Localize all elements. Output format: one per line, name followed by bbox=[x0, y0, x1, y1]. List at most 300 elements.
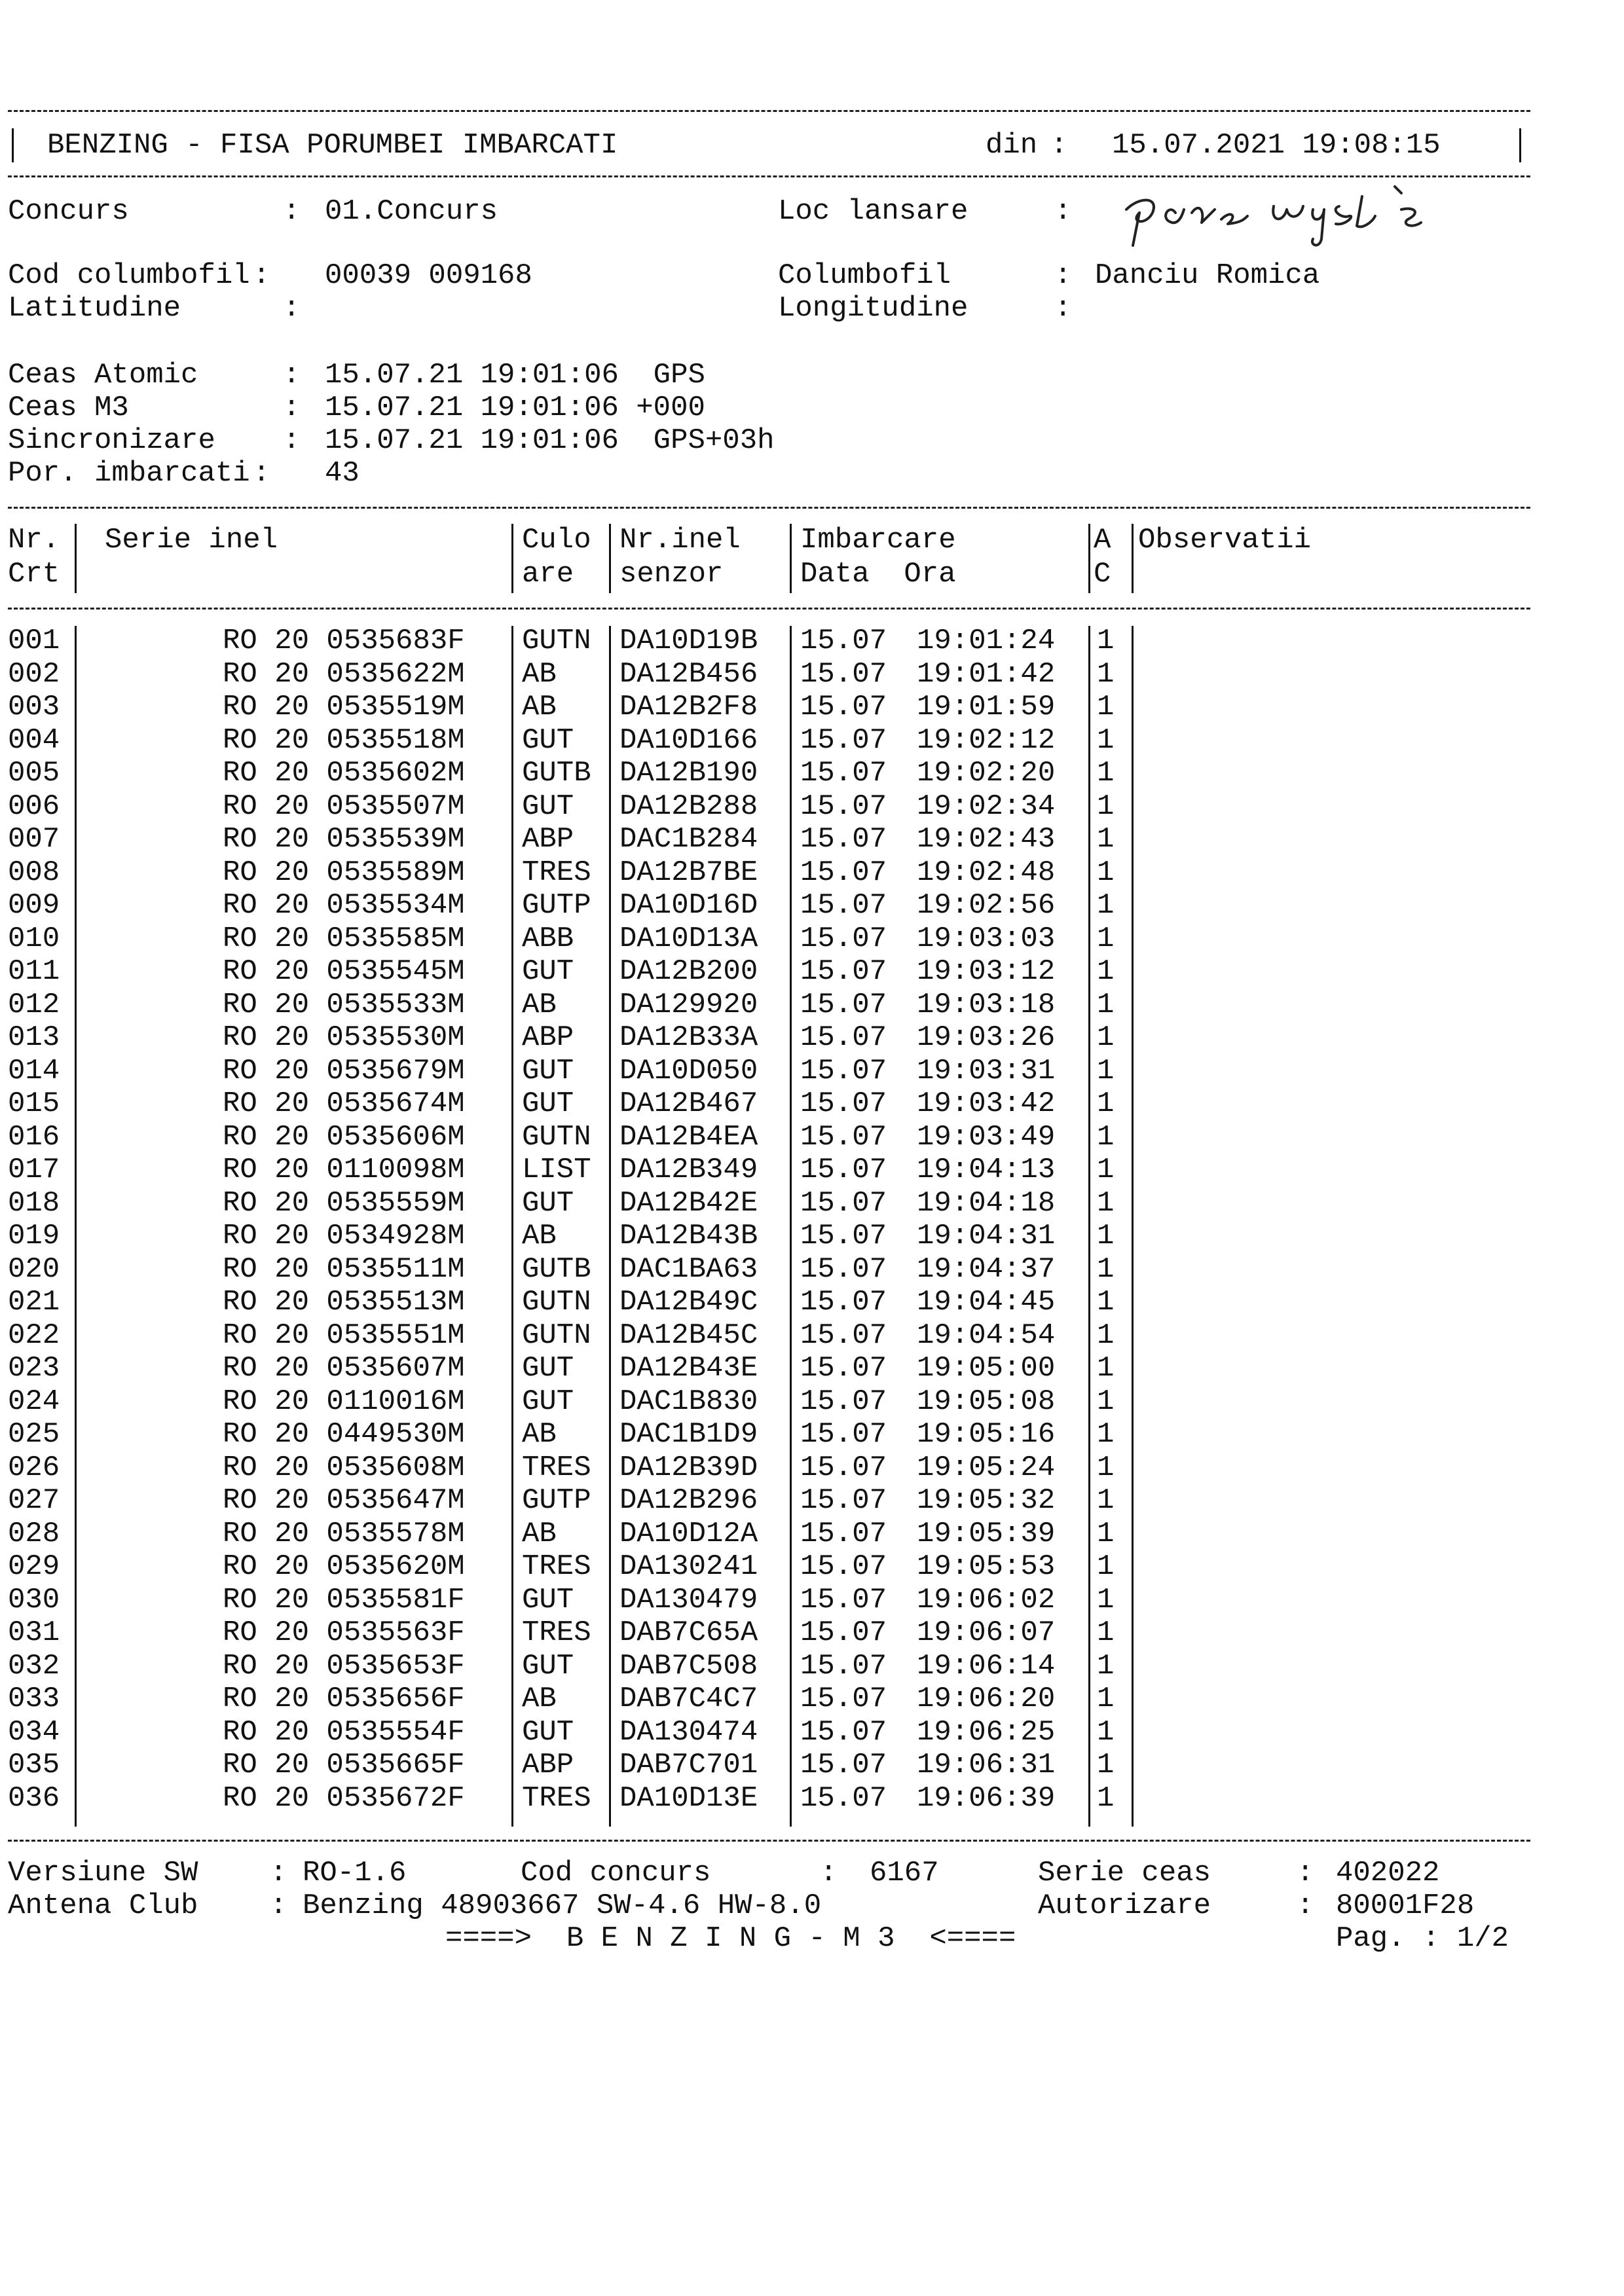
cell-data: 15.07 bbox=[800, 1649, 887, 1683]
cell-senzor: DA12B288 bbox=[619, 790, 758, 823]
cell-culoare: AB bbox=[522, 691, 557, 723]
cell-serie-inel: RO 20 0110016M bbox=[223, 1385, 465, 1418]
col-header-imbarcare-1: Imbarcare bbox=[800, 524, 956, 556]
cod-concurs-value: 6167 bbox=[870, 1857, 939, 1889]
cell-serie-inel: RO 20 0535672F bbox=[223, 1781, 465, 1815]
cell-nr: 002 bbox=[8, 657, 60, 691]
cell-culoare: AB bbox=[522, 657, 557, 691]
table-row bbox=[0, 955, 1624, 989]
cell-serie-inel: RO 20 0535620M bbox=[223, 1550, 465, 1583]
cell-culoare: TRES bbox=[522, 1616, 591, 1649]
cell-culoare: TRES bbox=[522, 1451, 591, 1484]
cell-serie-inel: RO 20 0535519M bbox=[223, 691, 465, 723]
cell-senzor: DA10D19B bbox=[619, 625, 758, 657]
cell-culoare: GUT bbox=[522, 790, 574, 823]
cell-ora: 19:03:42 bbox=[917, 1087, 1056, 1120]
cell-serie-inel: RO 20 0535511M bbox=[223, 1252, 465, 1286]
table-row bbox=[0, 1319, 1624, 1353]
cell-culoare: GUT bbox=[522, 1715, 574, 1749]
cod-columbofil-value: 00039 009168 bbox=[325, 259, 532, 292]
cell-data: 15.07 bbox=[800, 1054, 887, 1087]
cell-senzor: DA12B43B bbox=[619, 1220, 758, 1252]
cell-culoare: GUTP bbox=[522, 889, 591, 922]
cell-nr: 007 bbox=[8, 823, 60, 856]
cell-culoare: TRES bbox=[522, 1781, 591, 1815]
autorizare-label: Autorizare bbox=[1038, 1889, 1211, 1922]
cell-culoare: TRES bbox=[522, 856, 591, 889]
cell-serie-inel: RO 20 0535653F bbox=[223, 1649, 465, 1683]
table-row bbox=[0, 1584, 1624, 1617]
cell-senzor: DA130479 bbox=[619, 1583, 758, 1616]
header-right-bar bbox=[1519, 128, 1521, 162]
cell-serie-inel: RO 20 0535507M bbox=[223, 790, 465, 823]
cell-ora: 19:05:16 bbox=[917, 1418, 1056, 1451]
cell-data: 15.07 bbox=[800, 1418, 887, 1451]
cell-culoare: GUTN bbox=[522, 1286, 591, 1319]
cell-senzor: DA130241 bbox=[619, 1550, 758, 1583]
ceas-atomic-label: Ceas Atomic bbox=[8, 359, 198, 392]
cell-ac: 1 bbox=[1097, 1220, 1115, 1252]
cell-ac: 1 bbox=[1097, 823, 1115, 856]
cell-data: 15.07 bbox=[800, 723, 887, 757]
cell-data: 15.07 bbox=[800, 1319, 887, 1352]
cell-nr: 033 bbox=[8, 1683, 60, 1715]
cell-nr: 035 bbox=[8, 1749, 60, 1781]
cell-data: 15.07 bbox=[800, 1550, 887, 1583]
cod-columbofil-label: Cod columbofil bbox=[8, 259, 250, 292]
table-row bbox=[0, 1550, 1624, 1584]
table-row bbox=[0, 1220, 1624, 1253]
cell-culoare: GUT bbox=[522, 1385, 574, 1418]
cell-ora: 19:06:02 bbox=[917, 1583, 1056, 1616]
cell-senzor: DA129920 bbox=[619, 988, 758, 1021]
cell-culoare: GUT bbox=[522, 1352, 574, 1385]
cell-nr: 032 bbox=[8, 1649, 60, 1683]
cell-ac: 1 bbox=[1097, 723, 1115, 757]
longitudine-label: Longitudine bbox=[778, 292, 969, 325]
table-row bbox=[0, 1187, 1624, 1220]
cell-ac: 1 bbox=[1097, 1517, 1115, 1550]
table-row bbox=[0, 1352, 1624, 1385]
columbofil-value: Danciu Romica bbox=[1095, 259, 1320, 292]
cell-culoare: AB bbox=[522, 1517, 557, 1550]
cell-ac: 1 bbox=[1097, 1120, 1115, 1154]
cell-data: 15.07 bbox=[800, 856, 887, 889]
cell-serie-inel: RO 20 0535585M bbox=[223, 922, 465, 955]
cell-culoare: GUTN bbox=[522, 1319, 591, 1352]
cell-ac: 1 bbox=[1097, 1550, 1115, 1583]
cell-nr: 036 bbox=[8, 1781, 60, 1815]
cell-ora: 19:05:08 bbox=[917, 1385, 1056, 1418]
versiune-sw-value: RO-1.6 bbox=[303, 1857, 407, 1889]
cell-ora: 19:04:45 bbox=[917, 1286, 1056, 1319]
table-row bbox=[0, 1154, 1624, 1187]
cell-ora: 19:02:56 bbox=[917, 889, 1056, 922]
table-row bbox=[0, 823, 1624, 856]
cell-data: 15.07 bbox=[800, 757, 887, 790]
col-header-nr-2: Crt bbox=[8, 558, 60, 591]
serie-ceas-label: Serie ceas bbox=[1038, 1857, 1211, 1889]
cell-serie-inel: RO 20 0535622M bbox=[223, 657, 465, 691]
cell-nr: 014 bbox=[8, 1054, 60, 1087]
cell-data: 15.07 bbox=[800, 657, 887, 691]
footer-dashed-rule bbox=[8, 1840, 1530, 1842]
cell-ac: 1 bbox=[1097, 1154, 1115, 1186]
top-dashed-rule bbox=[8, 110, 1530, 112]
table-row bbox=[0, 1055, 1624, 1088]
cell-nr: 016 bbox=[8, 1120, 60, 1154]
versiune-sw-label: Versiune SW bbox=[8, 1857, 198, 1889]
cell-data: 15.07 bbox=[800, 1186, 887, 1220]
col-header-serie: Serie inel bbox=[105, 524, 278, 556]
cell-serie-inel: RO 20 0535518M bbox=[223, 723, 465, 757]
cell-ora: 19:05:24 bbox=[917, 1451, 1056, 1484]
cell-ac: 1 bbox=[1097, 1186, 1115, 1220]
cell-data: 15.07 bbox=[800, 1616, 887, 1649]
cell-nr: 027 bbox=[8, 1484, 60, 1517]
col-header-ac-2: C bbox=[1094, 558, 1111, 591]
cell-serie-inel: RO 20 0534928M bbox=[223, 1220, 465, 1252]
table-row bbox=[0, 1518, 1624, 1551]
cell-serie-inel: RO 20 0535554F bbox=[223, 1715, 465, 1749]
por-imbarcati-value: 43 bbox=[325, 457, 360, 490]
cell-data: 15.07 bbox=[800, 1286, 887, 1319]
cell-nr: 030 bbox=[8, 1583, 60, 1616]
cell-nr: 011 bbox=[8, 955, 60, 988]
table-row bbox=[0, 1253, 1624, 1286]
cell-ac: 1 bbox=[1097, 1087, 1115, 1120]
table-row bbox=[0, 658, 1624, 691]
report-date-label: din bbox=[986, 129, 1038, 162]
cell-data: 15.07 bbox=[800, 1087, 887, 1120]
cell-data: 15.07 bbox=[800, 1220, 887, 1252]
col-header-senzor-2: senzor bbox=[619, 558, 724, 591]
cell-senzor: DAC1BA63 bbox=[619, 1252, 758, 1286]
cell-ac: 1 bbox=[1097, 657, 1115, 691]
header-left-bar bbox=[12, 128, 14, 162]
cell-ac: 1 bbox=[1097, 790, 1115, 823]
cell-ac: 1 bbox=[1097, 625, 1115, 657]
cell-nr: 023 bbox=[8, 1352, 60, 1385]
cell-culoare: AB bbox=[522, 1220, 557, 1252]
cell-senzor: DA10D12A bbox=[619, 1517, 758, 1550]
table-row bbox=[0, 1286, 1624, 1319]
cell-ora: 19:03:26 bbox=[917, 1021, 1056, 1054]
cell-ac: 1 bbox=[1097, 1683, 1115, 1715]
cell-culoare: ABP bbox=[522, 1021, 574, 1054]
cell-senzor: DAB7C701 bbox=[619, 1749, 758, 1781]
cell-ora: 19:04:13 bbox=[917, 1154, 1056, 1186]
cell-senzor: DA12B296 bbox=[619, 1484, 758, 1517]
cell-ac: 1 bbox=[1097, 856, 1115, 889]
cell-nr: 018 bbox=[8, 1186, 60, 1220]
cell-senzor: DAC1B830 bbox=[619, 1385, 758, 1418]
cell-nr: 024 bbox=[8, 1385, 60, 1418]
cell-culoare: ABP bbox=[522, 823, 574, 856]
cell-ac: 1 bbox=[1097, 1583, 1115, 1616]
cell-senzor: DA12B190 bbox=[619, 757, 758, 790]
cell-culoare: AB bbox=[522, 1418, 557, 1451]
table-row bbox=[0, 1782, 1624, 1815]
table-row bbox=[0, 1451, 1624, 1485]
cell-senzor: DA10D050 bbox=[619, 1054, 758, 1087]
cell-culoare: GUT bbox=[522, 1054, 574, 1087]
cell-data: 15.07 bbox=[800, 1120, 887, 1154]
cell-senzor: DAB7C65A bbox=[619, 1616, 758, 1649]
cell-senzor: DA10D16D bbox=[619, 889, 758, 922]
table-row bbox=[0, 790, 1624, 824]
cell-culoare: TRES bbox=[522, 1550, 591, 1583]
latitudine-label: Latitudine bbox=[8, 292, 181, 325]
cell-nr: 009 bbox=[8, 889, 60, 922]
cell-ac: 1 bbox=[1097, 1054, 1115, 1087]
cell-culoare: AB bbox=[522, 988, 557, 1021]
cell-senzor: DA12B49C bbox=[619, 1286, 758, 1319]
cell-ora: 19:06:39 bbox=[917, 1781, 1056, 1815]
cell-ora: 19:05:00 bbox=[917, 1352, 1056, 1385]
cell-data: 15.07 bbox=[800, 790, 887, 823]
cell-nr: 008 bbox=[8, 856, 60, 889]
cell-ora: 19:05:53 bbox=[917, 1550, 1056, 1583]
autorizare-value: 80001F28 bbox=[1336, 1889, 1475, 1922]
cell-ora: 19:04:54 bbox=[917, 1319, 1056, 1352]
col-header-imbarcare-2: Data Ora bbox=[800, 558, 956, 591]
cell-culoare: GUT bbox=[522, 1649, 574, 1683]
cell-culoare: GUT bbox=[522, 1186, 574, 1220]
table-row bbox=[0, 1716, 1624, 1749]
cell-nr: 029 bbox=[8, 1550, 60, 1583]
cell-culoare: GUTN bbox=[522, 625, 591, 657]
cell-ora: 19:04:18 bbox=[917, 1186, 1056, 1220]
table-row bbox=[0, 856, 1624, 890]
columbofil-label: Columbofil bbox=[778, 259, 951, 292]
cell-senzor: DAB7C508 bbox=[619, 1649, 758, 1683]
cell-nr: 031 bbox=[8, 1616, 60, 1649]
cell-ac: 1 bbox=[1097, 1649, 1115, 1683]
cell-senzor: DA12B456 bbox=[619, 657, 758, 691]
cell-senzor: DA12B4EA bbox=[619, 1120, 758, 1154]
page-number: Pag. : 1/2 bbox=[1336, 1922, 1509, 1955]
cell-ac: 1 bbox=[1097, 757, 1115, 790]
table-row bbox=[0, 1418, 1624, 1451]
cell-senzor: DA12B33A bbox=[619, 1021, 758, 1054]
cell-nr: 026 bbox=[8, 1451, 60, 1484]
cell-serie-inel: RO 20 0535578M bbox=[223, 1517, 465, 1550]
cell-ac: 1 bbox=[1097, 922, 1115, 955]
col-header-culoare-1: Culo bbox=[522, 524, 591, 556]
cell-serie-inel: RO 20 0110098M bbox=[223, 1154, 465, 1186]
cell-ora: 19:06:20 bbox=[917, 1683, 1056, 1715]
cell-serie-inel: RO 20 0535530M bbox=[223, 1021, 465, 1054]
cell-culoare: GUTN bbox=[522, 1120, 591, 1154]
cell-ac: 1 bbox=[1097, 1749, 1115, 1781]
cell-data: 15.07 bbox=[800, 1484, 887, 1517]
cell-serie-inel: RO 20 0535534M bbox=[223, 889, 465, 922]
ceas-m3-label: Ceas M3 bbox=[8, 392, 129, 424]
cell-ora: 19:06:14 bbox=[917, 1649, 1056, 1683]
cell-senzor: DA12B2F8 bbox=[619, 691, 758, 723]
cell-data: 15.07 bbox=[800, 1451, 887, 1484]
header-dashed-rule bbox=[8, 175, 1530, 177]
cell-senzor: DAC1B1D9 bbox=[619, 1418, 758, 1451]
report-page: BENZING - FISA PORUMBEI IMBARCATI din : 15.07.2021 19:08:15 Concurs : 01.Concurs Loc lansare : Cod columbofil : 00039 009168 Columbofil : Danciu Romica Latitudine : Longitudine : Ceas Atomic : 15.07.21 19:01:06 GPS Ceas M3 : 15.07.21 19:01:06 +000 Sincronizare : 15.07.21 19:01:06 GPS+03h Por. imbarcati : 43 Nr. Crt Serie inel Culo are Nr.inel senzor Imbarcare Data Ora A C Observatii 001 RO 20 0535683F GUTN DA10D19B 15.07 19:01:24 1 002 RO 20 0535622M AB DA12B456 15.07 19:01:42 1 003 RO 20 0535519M AB DA12B2F8 15.07 19:01:59 1 004 RO 20 0535518M GUT DA10D166 15.07 19:02:12 1 005 RO 20 0535602M GUTB DA12B190 15.07 19:02:20 1 006 RO 20 0535507M GUT DA12B288 15.07 19:02:34 1 007 RO 20 0535539M ABP DAC1B284 15.07 19:02:43 1 008 RO 20 0535589M TRES DA12B7BE 15.07 19:02:48 1 009 RO 20 0535534M GUTP DA10D16D 15.07 19:02:56 1 010 RO 20 0535585M ABB DA10D13A 15.07 19:03:03 1 011 RO 20 0535545M GUT DA12B200 15.07 19:03:12 1 012 RO 20 0535533M AB DA129920 15.07 19:03:18 1 013 RO 20 0535530M ABP DA12B33A 15.07 19:03:26 1 014 RO 20 0535679M GUT DA10D050 15.07 19:03:31 1 015 RO 20 0535674M GUT DA12B467 15.07 19:03:42 1 016 RO 20 0535606M GUTN DA12B4EA 15.07 19:03:49 1 017 RO 20 0110098M LIST DA12B349 15.07 19:04:13 1 018 RO 20 0535559M GUT DA12B42E 15.07 19:04:18 1 019 RO 20 0534928M AB DA12B43B 15.07 19:04:31 1 020 RO 20 0535511M GUTB DAC1BA63 15.07 19:04:37 1 021 RO 20 0535513M GUTN DA12B49C 15.07 19:04:45 1 022 RO 20 0535551M GUTN DA12B45C 15.07 19:04:54 1 023 RO 20 0535607M GUT DA12B43E 15.07 19:05:00 1 024 RO 20 0110016M GUT DAC1B830 15.07 19:05:08 1 025 RO 20 0449530M AB DAC1B1D9 15.07 19:05:16 1 026 RO 20 0535608M TRES DA12B39D 15.07 19:05:24 1 027 RO 20 0535647M GUTP DA12B296 15.07 19:05:32 1 028 RO 20 0535578M AB DA10D12A 15.07 19:05:39 1 029 RO 20 0535620M TRES DA130241 15.07 19:05:53 1 030 RO 20 0535581F GUT DA130479 15.07 19:06:02 1 031 RO 20 0535563F TRES DAB7C65A 15.07 19:06:07 1 032 RO 20 0535653F GUT DAB7C508 15.07 19:06:14 1 033 RO 20 0535656F AB DAB7C4C7 15.07 19:06:20 1 034 RO 20 0535554F GUT DA130474 15.07 19:06:25 1 035 RO 20 0535665F ABP DAB7C701 15.07 19:06:31 1 036 RO 20 0535672F TRES DA10D13E 15.07 19:06:39 1 Versiune SW : RO-1.6 Cod concurs : 6167 Serie ceas : 402022 Antena Club : Benzing 48903667 SW-4.6 HW-8.0 Autorizare : 80001F28 ====> B E N Z I N G - M 3 <==== Pag. : 1/2 bbox=[0, 0, 1624, 2296]
table-row bbox=[0, 889, 1624, 922]
cell-serie-inel: RO 20 0535513M bbox=[223, 1286, 465, 1319]
cell-ora: 19:01:59 bbox=[917, 691, 1056, 723]
cell-serie-inel: RO 20 0535545M bbox=[223, 955, 465, 988]
cell-serie-inel: RO 20 0535665F bbox=[223, 1749, 465, 1781]
cell-ac: 1 bbox=[1097, 889, 1115, 922]
cell-culoare: GUT bbox=[522, 1583, 574, 1616]
table-row bbox=[0, 1683, 1624, 1716]
cell-nr: 034 bbox=[8, 1715, 60, 1749]
cell-serie-inel: RO 20 0535602M bbox=[223, 757, 465, 790]
cell-culoare: GUTB bbox=[522, 1252, 591, 1286]
table-row bbox=[0, 1385, 1624, 1419]
cell-ac: 1 bbox=[1097, 691, 1115, 723]
cell-data: 15.07 bbox=[800, 1683, 887, 1715]
cell-culoare: GUTB bbox=[522, 757, 591, 790]
cell-senzor: DA10D166 bbox=[619, 723, 758, 757]
cell-nr: 010 bbox=[8, 922, 60, 955]
ceas-m3-value: 15.07.21 19:01:06 +000 bbox=[325, 392, 705, 424]
table-row bbox=[0, 1650, 1624, 1683]
table-row bbox=[0, 1021, 1624, 1055]
cell-data: 15.07 bbox=[800, 1517, 887, 1550]
concurs-value: 01.Concurs bbox=[325, 195, 498, 228]
cell-nr: 022 bbox=[8, 1319, 60, 1352]
cell-serie-inel: RO 20 0535559M bbox=[223, 1186, 465, 1220]
cell-ora: 19:03:03 bbox=[917, 922, 1056, 955]
cell-ac: 1 bbox=[1097, 1418, 1115, 1451]
cell-serie-inel: RO 20 0535683F bbox=[223, 625, 465, 657]
cell-nr: 013 bbox=[8, 1021, 60, 1054]
cell-culoare: ABB bbox=[522, 922, 574, 955]
cell-ac: 1 bbox=[1097, 1616, 1115, 1649]
cell-culoare: ABP bbox=[522, 1749, 574, 1781]
table-row bbox=[0, 1616, 1624, 1650]
cell-nr: 012 bbox=[8, 988, 60, 1021]
cell-nr: 020 bbox=[8, 1252, 60, 1286]
table-row bbox=[0, 757, 1624, 790]
cell-ora: 19:03:31 bbox=[917, 1054, 1056, 1087]
cell-ora: 19:03:18 bbox=[917, 988, 1056, 1021]
cell-senzor: DA12B45C bbox=[619, 1319, 758, 1352]
cell-serie-inel: RO 20 0535674M bbox=[223, 1087, 465, 1120]
sincronizare-label: Sincronizare bbox=[8, 424, 215, 457]
report-date-value: 15.07.2021 19:08:15 bbox=[1112, 129, 1441, 162]
cell-nr: 001 bbox=[8, 625, 60, 657]
cell-senzor: DA12B42E bbox=[619, 1186, 758, 1220]
cell-data: 15.07 bbox=[800, 1781, 887, 1815]
cell-culoare: LIST bbox=[522, 1154, 591, 1186]
cell-ora: 19:04:31 bbox=[917, 1220, 1056, 1252]
cell-senzor: DA10D13A bbox=[619, 922, 758, 955]
cell-serie-inel: RO 20 0535647M bbox=[223, 1484, 465, 1517]
table-row bbox=[0, 1749, 1624, 1782]
col-header-nr-1: Nr. bbox=[8, 524, 60, 556]
cell-ora: 19:06:07 bbox=[917, 1616, 1056, 1649]
table-top-dashed-rule bbox=[8, 507, 1530, 509]
sincronizare-value: 15.07.21 19:01:06 GPS+03h bbox=[325, 424, 775, 457]
cell-ac: 1 bbox=[1097, 955, 1115, 988]
cell-serie-inel: RO 20 0535589M bbox=[223, 856, 465, 889]
cell-serie-inel: RO 20 0535608M bbox=[223, 1451, 465, 1484]
cell-ac: 1 bbox=[1097, 1715, 1115, 1749]
cell-ora: 19:02:48 bbox=[917, 856, 1056, 889]
cell-culoare: GUTP bbox=[522, 1484, 591, 1517]
cell-nr: 017 bbox=[8, 1154, 60, 1186]
cell-ora: 19:03:49 bbox=[917, 1120, 1056, 1154]
cell-ora: 19:01:42 bbox=[917, 657, 1056, 691]
cell-serie-inel: RO 20 0449530M bbox=[223, 1418, 465, 1451]
cell-data: 15.07 bbox=[800, 1154, 887, 1186]
table-header-dashed-rule bbox=[8, 608, 1530, 610]
cell-senzor: DA10D13E bbox=[619, 1781, 758, 1815]
cell-data: 15.07 bbox=[800, 922, 887, 955]
cell-data: 15.07 bbox=[800, 1252, 887, 1286]
cell-nr: 019 bbox=[8, 1220, 60, 1252]
cell-ac: 1 bbox=[1097, 1484, 1115, 1517]
cell-data: 15.07 bbox=[800, 691, 887, 723]
cell-nr: 004 bbox=[8, 723, 60, 757]
cell-ac: 1 bbox=[1097, 988, 1115, 1021]
cell-nr: 003 bbox=[8, 691, 60, 723]
cell-ora: 19:01:24 bbox=[917, 625, 1056, 657]
table-row bbox=[0, 1121, 1624, 1154]
cell-data: 15.07 bbox=[800, 625, 887, 657]
cell-serie-inel: RO 20 0535533M bbox=[223, 988, 465, 1021]
cell-ora: 19:04:37 bbox=[917, 1252, 1056, 1286]
cell-nr: 005 bbox=[8, 757, 60, 790]
col-header-culoare-2: are bbox=[522, 558, 574, 591]
report-title: BENZING - FISA PORUMBEI IMBARCATI bbox=[47, 129, 618, 162]
cell-culoare: GUT bbox=[522, 1087, 574, 1120]
cell-nr: 015 bbox=[8, 1087, 60, 1120]
cell-serie-inel: RO 20 0535656F bbox=[223, 1683, 465, 1715]
serie-ceas-value: 402022 bbox=[1336, 1857, 1440, 1889]
cell-culoare: GUT bbox=[522, 955, 574, 988]
cell-senzor: DA130474 bbox=[619, 1715, 758, 1749]
cell-senzor: DA12B43E bbox=[619, 1352, 758, 1385]
cell-data: 15.07 bbox=[800, 823, 887, 856]
cell-ac: 1 bbox=[1097, 1451, 1115, 1484]
cell-ora: 19:06:25 bbox=[917, 1715, 1056, 1749]
cell-ora: 19:06:31 bbox=[917, 1749, 1056, 1781]
cell-data: 15.07 bbox=[800, 889, 887, 922]
loc-lansare-label: Loc lansare bbox=[778, 195, 969, 228]
table-row bbox=[0, 724, 1624, 757]
cell-ac: 1 bbox=[1097, 1021, 1115, 1054]
cell-serie-inel: RO 20 0535539M bbox=[223, 823, 465, 856]
cell-nr: 025 bbox=[8, 1418, 60, 1451]
cod-concurs-label: Cod concurs bbox=[521, 1857, 711, 1889]
cell-serie-inel: RO 20 0535563F bbox=[223, 1616, 465, 1649]
cell-serie-inel: RO 20 0535606M bbox=[223, 1120, 465, 1154]
ceas-atomic-value: 15.07.21 19:01:06 GPS bbox=[325, 359, 705, 392]
table-row bbox=[0, 989, 1624, 1022]
table-row bbox=[0, 1087, 1624, 1121]
cell-data: 15.07 bbox=[800, 1352, 887, 1385]
cell-ora: 19:02:20 bbox=[917, 757, 1056, 790]
cell-serie-inel: RO 20 0535581F bbox=[223, 1583, 465, 1616]
col-header-observatii: Observatii bbox=[1138, 524, 1312, 556]
cell-ac: 1 bbox=[1097, 1781, 1115, 1815]
cell-ora: 19:05:32 bbox=[917, 1484, 1056, 1517]
col-header-senzor-1: Nr.inel bbox=[619, 524, 741, 556]
cell-data: 15.07 bbox=[800, 1583, 887, 1616]
cell-ac: 1 bbox=[1097, 1319, 1115, 1352]
